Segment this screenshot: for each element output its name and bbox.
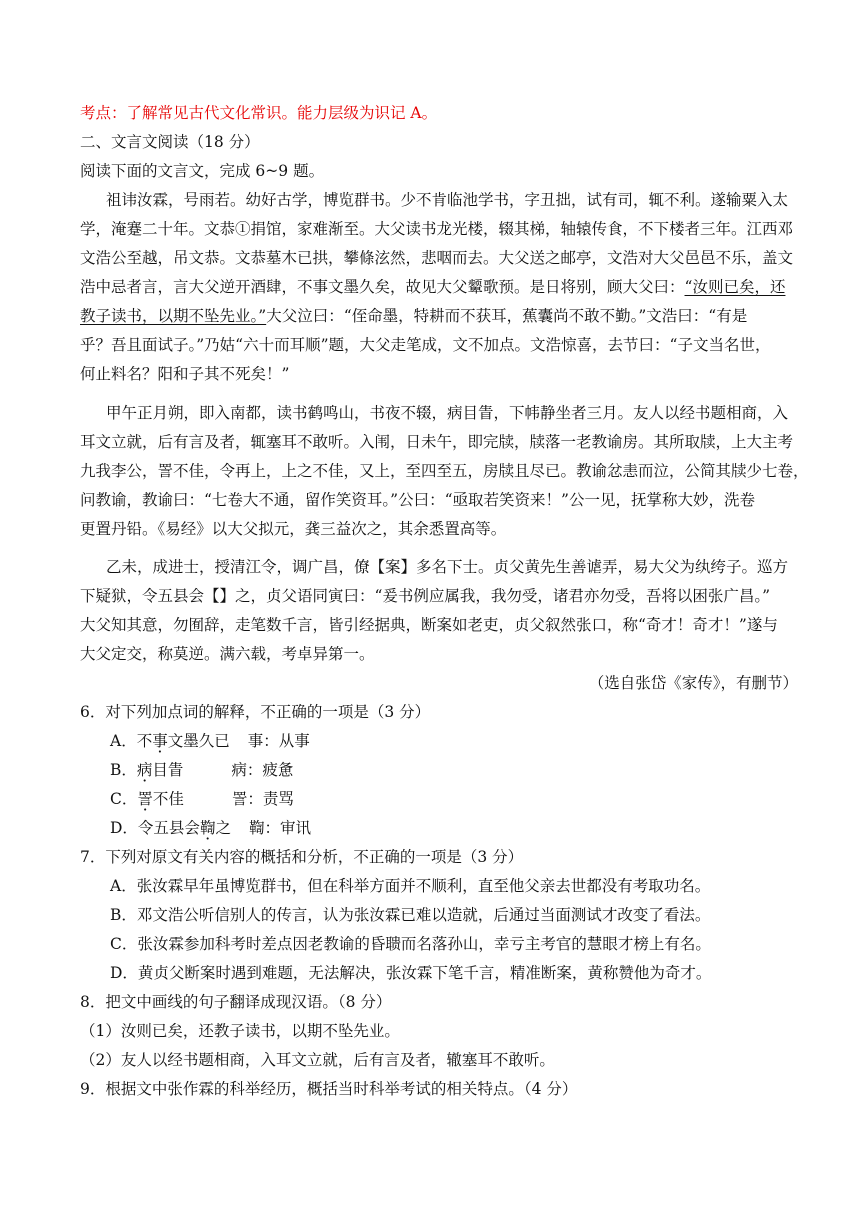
passage-line: 大父知其意，勿囿辞，走笔数千言，皆引经据典，断案如老吏，贞父叙然张口，称“奇才！奇才！”遂与	[80, 616, 778, 634]
question-6-stem: 6．对下列加点词的解释，不正确的一项是（3 分）	[80, 703, 431, 721]
passage-line: 更置丹铅。《易经》以大父拟元，龚三益次之，其余悉置高等。	[80, 520, 507, 538]
question-7-option: D．黄贞父断案时遇到难题，无法解决，张汝霖下笔千言，精准断案，黄称赞他为奇才。	[110, 964, 712, 982]
question-7-option: C．张汝霖参加科考时差点因老教谕的昏聩而名落孙山，幸亏主考官的慧眼才榜上有名。	[110, 935, 711, 953]
question-6-option-a: A．不事文墨久已 事：从事	[110, 732, 310, 750]
dotted-char: 鞫	[199, 819, 216, 837]
passage-line: 乙未，成进士，授清江令，调广昌，僚【案】多名下士。贞父黄先生善谑弄，易大父为纨绔子。巡方	[106, 558, 789, 576]
passage-line: 下疑狱，令五县会【】之，贞父语同寅曰：“爰书例应属我，我勿受，诸君亦勿受，吾将以困张广昌。”	[80, 587, 771, 605]
kaodian-note: 考点：了解常见古代文化常识。能力层级为识记 A。	[80, 104, 438, 122]
passage-line: 祖讳汝霖，号雨若。幼好古学，博览群书。少不肯临池学书，字丑拙，试有司，辄不利。遂输粟入太	[106, 191, 789, 209]
question-7-option: A．张汝霖早年虽博览群书，但在科举方面并不顺利，直至他父亲去世都没有考取功名。	[110, 877, 711, 895]
passage-line: 大父定交，称莫逆。满六载，考卓异第一。	[80, 645, 375, 663]
dotted-char: 病	[136, 761, 153, 779]
passage-line: 乎？吾且面试子。”乃姑“六十而耳顺”题，大父走笔成，文不加点。文浩惊喜，去节曰：“子文当名世，	[80, 336, 771, 354]
dotted-char: 詈	[137, 790, 153, 808]
dotted-char: 事	[152, 732, 168, 750]
passage-line: 教子读书，以期不坠先业。”大父泣曰：“侄命墨，特耕而不获耳，蕉囊尚不敢不勤。”文浩曰：“有是	[80, 307, 748, 325]
passage-line: 问教谕，教谕曰：“七卷大不通，留作笑资耳。”公曰：“亟取若笑资来！”公一见，抚掌称大妙，洗卷	[80, 491, 755, 509]
section-instruction: 阅读下面的文言文，完成 6~9 题。	[80, 162, 325, 180]
question-8-sentence-2: （2）友人以经书题相商，入耳文立就，后有言及者，辙塞耳不敢听。	[80, 1051, 555, 1069]
question-7-stem: 7．下列对原文有关内容的概括和分析，不正确的一项是（3 分）	[80, 848, 524, 866]
underlined-sentence: 教子读书，以期不坠先业。”	[80, 307, 267, 325]
passage-line: 耳文立就，后有言及者，辄塞耳不敢听。入闱，日未午，即完牍，牍落一老教谕房。其所取牍，上大主考	[80, 433, 794, 451]
question-6-option-b: B．病目眚 病：疲惫	[110, 761, 294, 779]
question-7-option: B．邓文浩公听信别人的传言，认为张汝霖已难以造就，后通过当面测试才改变了看法。	[110, 906, 711, 924]
passage-line: 浩中忌者言，言大父逆开酒肆，不事文墨久矣，故见大父颦歌预。是日将别，顾大父曰：“汝则已矣，还	[80, 278, 786, 296]
passage-line: 学，淹蹇二十年。文恭①捐馆，家难渐至。大父读书龙光楼，辍其梯，轴辕传食，不下楼者三年。江西邓	[80, 220, 794, 238]
passage-line: 九我李公，詈不佳，令再上，上之不佳，又上，至四至五，房牍且尽已。教谕忿恚而泣，公简其牍少七卷，	[80, 462, 809, 480]
question-9-stem: 9．根据文中张作霖的科举经历，概括当时科举考试的相关特点。（4 分）	[80, 1080, 578, 1098]
question-6-option-c: C．詈不佳 詈：责骂	[110, 790, 294, 808]
passage-line: 何止料名？阳和子其不死矣！”	[80, 365, 290, 383]
question-6-option-d: D．令五县会鞫之 鞫：审讯	[110, 819, 311, 837]
passage-source: （选自张岱《家传》，有删节）	[588, 674, 798, 692]
section-title: 二、文言文阅读（18 分）	[80, 133, 260, 151]
question-8-sentence-1: （1）汝则已矣，还教子读书，以期不坠先业。	[80, 1022, 400, 1040]
underlined-sentence: “汝则已矣，还	[684, 278, 786, 296]
question-8-stem: 8．把文中画线的句子翻译成现汉语。（8 分）	[80, 993, 392, 1011]
passage-line: 文浩公至越，吊文恭。文恭墓木已拱，攀條泫然，悲咽而去。大父送之邮亭，文浩对大父邑邑不乐，盖文	[80, 249, 794, 267]
passage-line: 甲午正月朔，即入南都，读书鹤鸣山，书夜不辍，病目眚，下帏静坐者三月。友人以经书题相商，入	[106, 404, 789, 422]
